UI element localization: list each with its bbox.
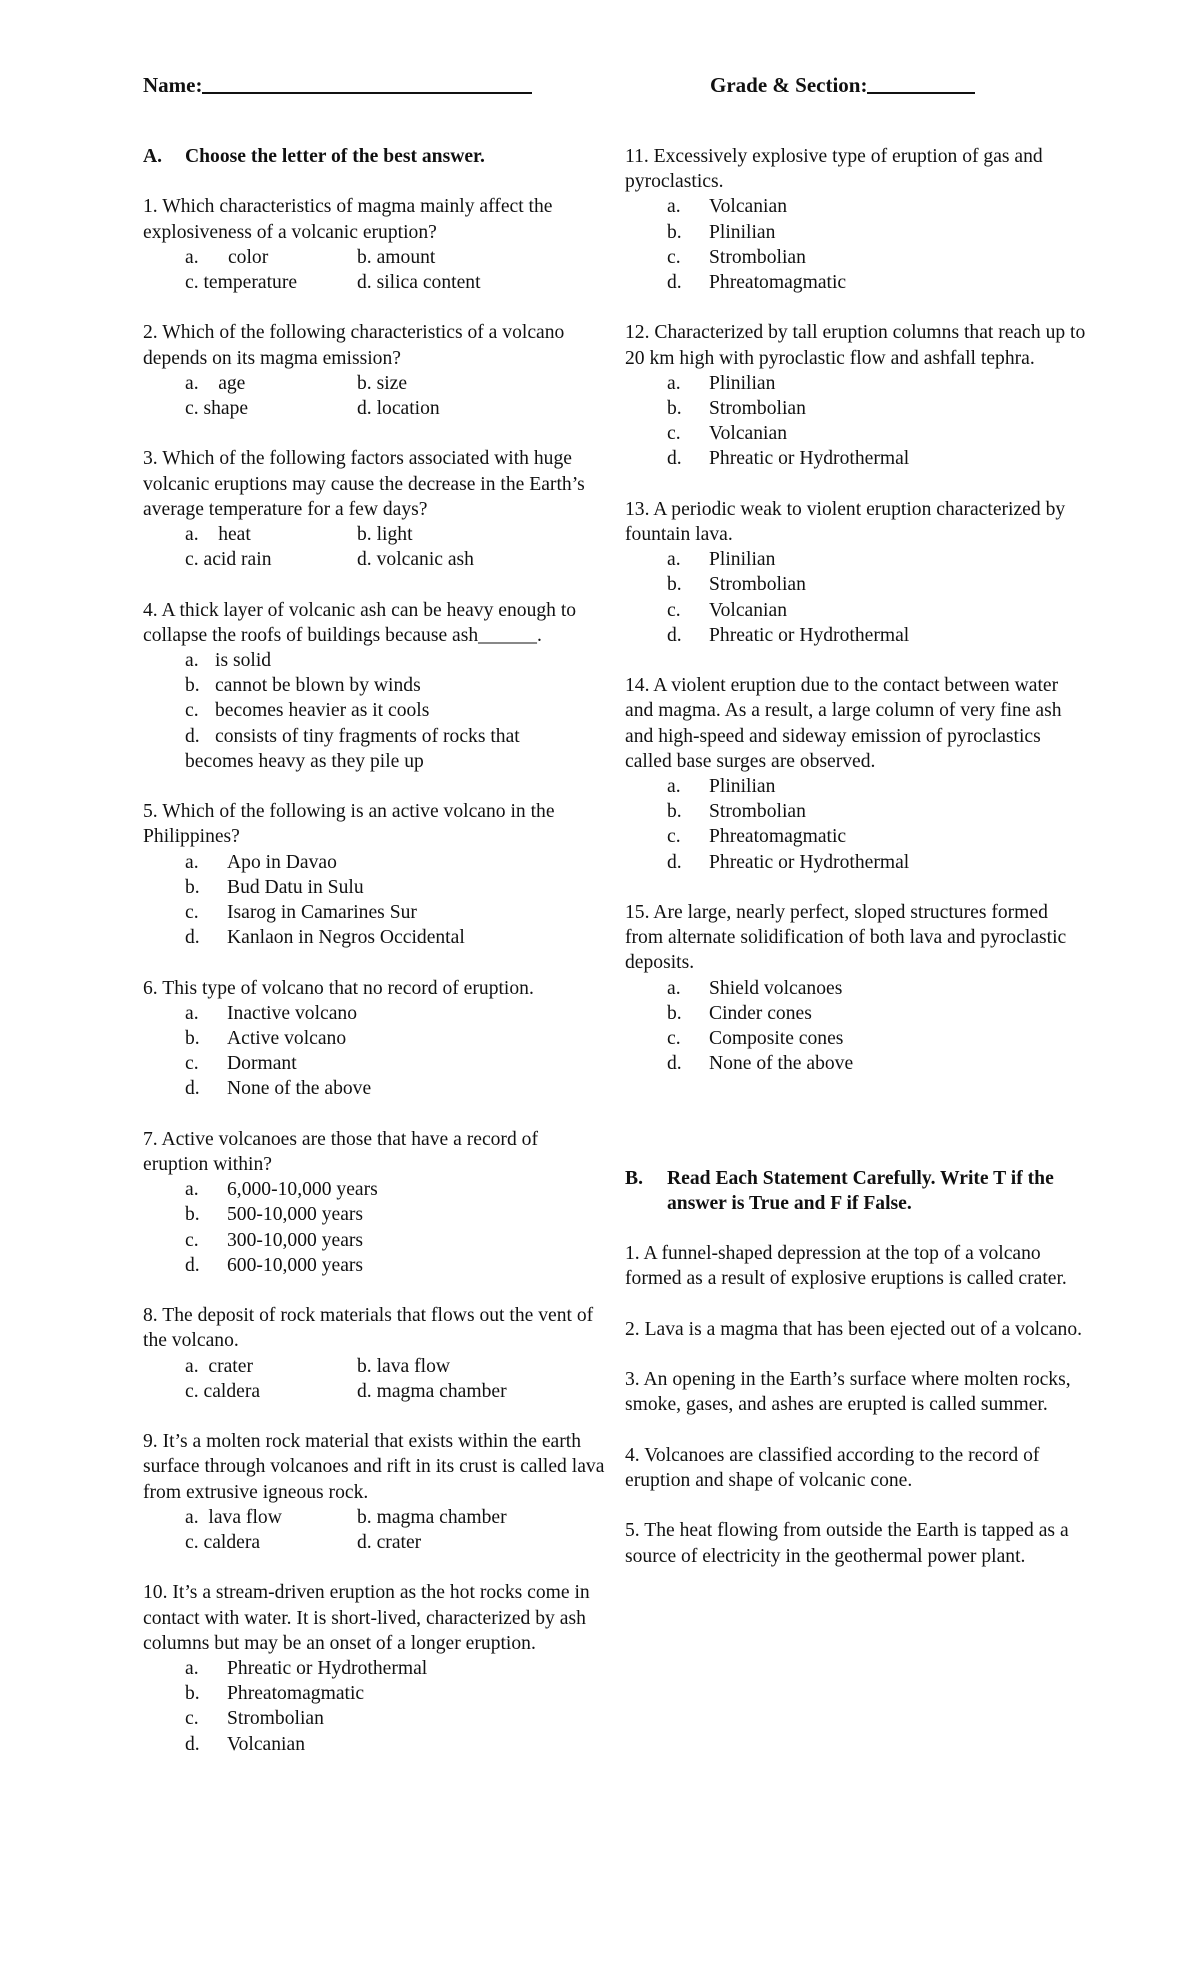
option-letter: c.	[667, 423, 681, 445]
option-c[interactable]: c. caldera	[185, 1380, 261, 1402]
option-letter: c.	[667, 246, 681, 268]
option-text: cannot be blown by winds	[215, 675, 421, 697]
option-text: None of the above	[709, 1053, 854, 1075]
option-text: 600-10,000 years	[227, 1254, 364, 1276]
option-text: Shield volcanoes	[709, 977, 843, 999]
option-letter: a.	[185, 1002, 199, 1024]
option-d[interactable]	[667, 1051, 1090, 1076]
option-d-continued: becomes heavy as they pile up	[185, 750, 424, 772]
option-c[interactable]: c. acid rain	[185, 549, 272, 571]
option-text: Plinilian	[709, 549, 776, 571]
question-stem: 9. It’s a molten rock material that exists within the earth surface through volcanoes and rift in its crust is called lava from extrusive igneous rock.	[143, 1431, 605, 1503]
question-stem: 4. A thick layer of volcanic ash can be heavy enough to collapse the roofs of buildings because ash______.	[143, 599, 577, 646]
option-b[interactable]	[667, 1001, 1090, 1026]
tf-item-2: 2. Lava is a magma that has been ejected out of a volcano.	[625, 1318, 1083, 1340]
option-text: Strombolian	[709, 574, 806, 596]
right-column	[625, 144, 1090, 1594]
option-b[interactable]: b. amount	[357, 246, 436, 268]
option-b[interactable]	[185, 1202, 608, 1227]
option-c[interactable]: c. shape	[185, 398, 249, 419]
option-letter: c.	[667, 826, 681, 848]
name-blank[interactable]	[202, 72, 532, 94]
option-b[interactable]	[667, 396, 1090, 421]
option-letter: a.	[185, 1658, 199, 1680]
option-letter: a.	[667, 776, 681, 798]
question-stem: 11. Excessively explosive type of eruption of gas and pyroclastics.	[625, 146, 1043, 193]
option-text: Kanlaon in Negros Occidental	[227, 927, 465, 949]
question-4	[143, 598, 608, 774]
tf-item-3: 3. An opening in the Earth’s surface where molten rocks, smoke, gases, and ashes are erupted is called summer.	[625, 1369, 1071, 1416]
option-a[interactable]	[185, 850, 608, 875]
option-text: Plinilian	[709, 372, 776, 394]
option-a[interactable]: a. lava flow	[185, 1506, 282, 1528]
option-a[interactable]	[185, 1001, 608, 1026]
option-text: Volcanian	[227, 1733, 305, 1755]
question-14	[625, 673, 1090, 875]
option-c[interactable]	[185, 1706, 608, 1731]
option-text: Bud Datu in Sulu	[227, 876, 364, 898]
grade-section-blank[interactable]	[867, 72, 975, 94]
option-text: Phreatic or Hydrothermal	[227, 1658, 428, 1680]
option-letter: d.	[667, 272, 682, 294]
option-letter: d.	[185, 725, 200, 747]
section-a-letter: A.	[143, 146, 163, 167]
option-text: Plinilian	[709, 221, 776, 243]
option-a[interactable]	[185, 1177, 608, 1202]
option-letter: c.	[185, 1229, 199, 1251]
question-1	[143, 194, 608, 295]
option-text: Inactive volcano	[227, 1002, 358, 1024]
option-letter: b.	[185, 1683, 200, 1705]
option-letter: d.	[185, 927, 200, 949]
option-text: 6,000-10,000 years	[227, 1179, 378, 1201]
option-text: becomes heavier as it cools	[215, 700, 430, 722]
option-c[interactable]	[667, 245, 1090, 270]
option-a[interactable]: a. crater	[185, 1355, 253, 1377]
option-text: Phreatic or Hydrothermal	[709, 851, 910, 873]
option-d[interactable]	[185, 1253, 608, 1278]
question-stem: 12. Characterized by tall eruption columns that reach up to 20 km high with pyroclastic flow and ashfall tephra.	[625, 322, 1086, 369]
option-letter: a.	[185, 851, 199, 873]
option-letter: a.	[185, 650, 199, 671]
question-15	[625, 900, 1090, 1076]
option-c[interactable]: c. temperature	[185, 272, 298, 293]
option-d[interactable]	[667, 850, 1090, 875]
option-b[interactable]: b. light	[357, 524, 413, 545]
option-text: Phreatic or Hydrothermal	[709, 448, 910, 470]
option-b[interactable]	[667, 572, 1090, 597]
option-b[interactable]: b. magma chamber	[357, 1506, 507, 1528]
option-letter: d.	[185, 1733, 200, 1755]
option-c[interactable]	[667, 1026, 1090, 1051]
section-b-instruction: Read Each Statement Carefully. Write T if the answer is True and F if False.	[667, 1167, 1054, 1214]
option-a[interactable]: a. age	[185, 372, 246, 394]
answer-options	[185, 245, 608, 295]
option-d[interactable]: d. silica content	[357, 272, 481, 293]
question-8	[143, 1303, 608, 1404]
answer-options	[185, 1354, 608, 1404]
option-d[interactable]	[667, 446, 1090, 471]
option-letter: d.	[667, 851, 682, 873]
question-7	[143, 1127, 608, 1278]
option-text: None of the above	[227, 1078, 372, 1100]
option-text: Phreatomagmatic	[709, 826, 847, 848]
grade-section-field	[710, 72, 975, 98]
option-letter: b.	[667, 398, 682, 420]
option-letter: d.	[185, 1078, 200, 1100]
option-text: Dormant	[227, 1053, 297, 1075]
option-a[interactable]	[667, 547, 1090, 572]
option-letter: a.	[185, 1179, 199, 1201]
question-13	[625, 497, 1090, 648]
option-text: consists of tiny fragments of rocks that	[215, 725, 520, 747]
question-6	[143, 976, 608, 1102]
option-d[interactable]	[185, 724, 608, 749]
question-stem: 13. A periodic weak to violent eruption characterized by fountain lava.	[625, 498, 1066, 546]
option-c[interactable]	[185, 900, 608, 925]
option-text: Strombolian	[709, 246, 806, 268]
option-letter: c.	[185, 902, 199, 924]
option-a[interactable]: a. color	[185, 246, 269, 268]
option-c[interactable]	[185, 1051, 608, 1076]
option-c[interactable]	[667, 598, 1090, 623]
option-c[interactable]	[667, 824, 1090, 849]
option-text: 500-10,000 years	[227, 1204, 364, 1226]
option-letter: c.	[667, 1028, 681, 1050]
section-a-title	[143, 144, 608, 169]
answer-options	[185, 522, 608, 572]
answer-options	[185, 1505, 608, 1555]
option-text: Phreatomagmatic	[709, 272, 847, 294]
option-d[interactable]	[185, 1732, 608, 1757]
option-letter: b.	[667, 221, 682, 243]
option-letter: b.	[667, 574, 682, 596]
option-letter: a.	[667, 372, 681, 394]
question-stem: 10. It’s a stream-driven eruption as the hot rocks come in contact with water. It is short-lived, characterized by ash columns but may be an onset of a longer eruption.	[143, 1582, 590, 1654]
option-letter: b.	[185, 675, 200, 697]
option-a[interactable]	[185, 648, 608, 673]
question-stem: 15. Are large, nearly perfect, sloped structures formed from alternate solidification of both lava and pyroclastic deposits.	[625, 902, 1067, 974]
question-9	[143, 1429, 608, 1555]
option-b[interactable]	[185, 1026, 608, 1051]
option-letter: b.	[667, 801, 682, 823]
question-stem: 1. Which characteristics of magma mainly affect the explosiveness of a volcanic eruption?	[143, 196, 553, 243]
name-label: Name:	[143, 73, 203, 97]
option-letter: c.	[667, 599, 681, 621]
option-letter: b.	[667, 1002, 682, 1024]
question-stem: 5. Which of the following is an active volcano in the Philippines?	[143, 801, 555, 848]
option-b[interactable]	[185, 1681, 608, 1706]
question-stem: 2. Which of the following characteristics of a volcano depends on its magma emission?	[143, 322, 565, 369]
option-text: is solid	[215, 650, 272, 671]
option-d[interactable]: d. volcanic ash	[357, 549, 474, 571]
question-12	[625, 320, 1090, 471]
option-letter: d.	[667, 1053, 682, 1075]
name-field	[143, 72, 532, 98]
left-column	[143, 144, 608, 1782]
option-letter: a.	[667, 977, 681, 999]
option-text: Plinilian	[709, 776, 776, 798]
option-letter: b.	[185, 1204, 200, 1226]
option-text: Strombolian	[709, 398, 806, 420]
question-stem: 6. This type of volcano that no record of eruption.	[143, 977, 534, 999]
section-b-letter: B.	[625, 1167, 643, 1189]
question-10	[143, 1580, 608, 1756]
option-text: Active volcano	[227, 1028, 347, 1050]
question-11	[625, 144, 1090, 295]
option-text: Composite cones	[709, 1028, 844, 1050]
option-letter: a.	[667, 196, 681, 218]
option-d[interactable]	[667, 623, 1090, 648]
option-text: Volcanian	[709, 423, 787, 445]
option-text: Phreatic or Hydrothermal	[709, 624, 910, 646]
tf-item-4: 4. Volcanoes are classified according to the record of eruption and shape of volcanic cone.	[625, 1444, 1040, 1492]
question-5	[143, 799, 608, 950]
option-letter: d.	[185, 1254, 200, 1276]
question-stem: 14. A violent eruption due to the contact between water and magma. As a result, a large column of very fine ash and high-speed and sideway emission of pyroclastics called base surges are observed.	[625, 675, 1062, 772]
option-letter: c.	[185, 700, 199, 722]
option-c[interactable]	[185, 1228, 608, 1253]
option-a[interactable]	[667, 194, 1090, 219]
option-letter: b.	[185, 1028, 200, 1050]
option-b[interactable]: b. lava flow	[357, 1355, 451, 1377]
option-a[interactable]	[667, 774, 1090, 799]
option-d[interactable]: d. location	[357, 398, 440, 419]
option-b[interactable]	[667, 220, 1090, 245]
option-b[interactable]	[667, 799, 1090, 824]
option-b[interactable]	[185, 875, 608, 900]
option-b[interactable]: b. size	[357, 372, 408, 394]
option-text: Strombolian	[709, 801, 806, 823]
section-b-title	[625, 1166, 1090, 1216]
section-a-instruction: Choose the letter of the best answer.	[185, 146, 485, 167]
option-text: Strombolian	[227, 1708, 324, 1730]
option-a[interactable]	[667, 976, 1090, 1001]
option-a[interactable]: a. heat	[185, 524, 251, 545]
option-letter: d.	[667, 624, 682, 646]
tf-item-5: 5. The heat flowing from outside the Earth is tapped as a source of electricity in the geothermal power plant.	[625, 1520, 1069, 1567]
option-d[interactable]	[185, 925, 608, 950]
option-text: Cinder cones	[709, 1002, 812, 1024]
option-letter: b.	[185, 876, 200, 898]
option-c[interactable]	[667, 421, 1090, 446]
option-text: Apo in Davao	[227, 851, 337, 873]
option-text: 300-10,000 years	[227, 1229, 364, 1251]
tf-item-1: 1. A funnel-shaped depression at the top of a volcano formed as a result of explosive eruptions is called crater.	[625, 1243, 1067, 1290]
option-letter: a.	[667, 549, 681, 571]
option-a[interactable]	[185, 1656, 608, 1681]
question-stem: 7. Active volcanoes are those that have a record of eruption within?	[143, 1128, 538, 1176]
answer-options	[185, 371, 608, 421]
option-c[interactable]	[185, 698, 608, 723]
question-2	[143, 320, 608, 421]
question-3	[143, 446, 608, 572]
option-c[interactable]: c. caldera	[185, 1532, 261, 1554]
option-text: Isarog in Camarines Sur	[227, 902, 417, 924]
option-b[interactable]	[185, 673, 608, 698]
grade-section-label: Grade & Section:	[710, 73, 868, 97]
option-text: Volcanian	[709, 196, 787, 218]
section-spacer	[625, 1102, 1090, 1166]
option-a[interactable]	[667, 371, 1090, 396]
option-letter: c.	[185, 1708, 199, 1730]
option-letter: d.	[667, 448, 682, 470]
option-d[interactable]	[185, 1076, 608, 1101]
option-letter: c.	[185, 1053, 199, 1075]
option-text: Volcanian	[709, 599, 787, 621]
option-d[interactable]: d. magma chamber	[357, 1380, 507, 1402]
question-stem: 3. Which of the following factors associated with huge volcanic eruptions may cause the decrease in the Earth’s average temperature for a few days?	[143, 448, 585, 520]
question-stem: 8. The deposit of rock materials that flows out the vent of the volcano.	[143, 1305, 594, 1352]
option-text: Phreatomagmatic	[227, 1683, 365, 1705]
option-d[interactable]	[667, 270, 1090, 295]
option-d[interactable]: d. crater	[357, 1532, 422, 1554]
